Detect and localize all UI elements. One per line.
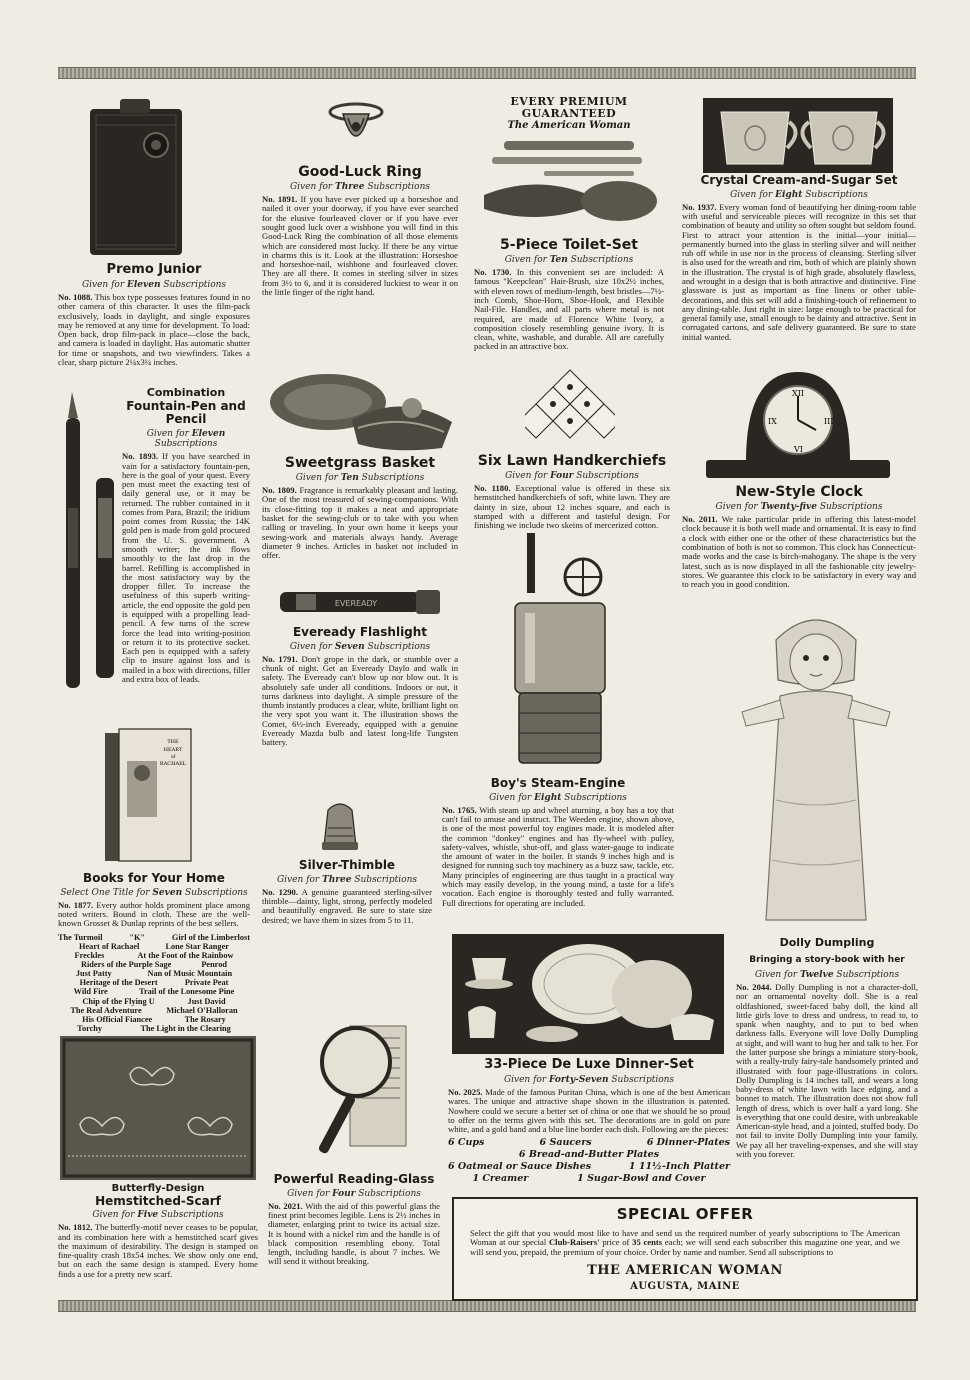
handkerchiefs-illustration <box>525 368 615 452</box>
doll-description: No. 2044. Dolly Dumpling is not a character-doll, nor an ornamental novelty doll. She is a real oldfashioned, sweet-faced baby doll, the kind all little girls love to dress and undress, to read to, to spank when naughty, and to put to bed when darkness falls. Everyone will love Dolly Dumpling at sight, and will want to hug her and talk to her. For the latter purpose she brings a miniature story-book, with a really-truly fairy-tale handsomely printed and illustrated with four page-illustrations in colors. Dolly Dumpling is 14 inches tall, and wears a long baby-dress of white lawn with lace edging, and a bonnet to match. The illustration does not show full length of dress, which is over half a yard long. She is everything that one could desire, with unbreakable American-style head, and a jointed, stuffed body. Do not fail to invite Dolly Dumpling into your family. We pay all her traveling-expenses, and she will stay with you forever. <box>736 981 918 1160</box>
reading-glass-description: No. 2021. With the aid of this powerful glass the finest print becomes legible. Lens is 2½ inches in diameter, enlarging print to twice its actual size. It is bound with a nickel rim and the handle is of black composition resembling ebony. Total length, including handle, is about 7 inches. We will send it without breaking. <box>268 1200 440 1267</box>
thimble-title: Silver-Thimble <box>298 858 396 872</box>
book-list-row <box>58 1024 250 1033</box>
books-title: Books for Your Home <box>83 871 225 885</box>
guarantee-line2: GUARANTEED <box>521 107 617 121</box>
fountain-pen-description: No. 1893. If you have searched in vain for a satisfactory fountain-pen, here is the goal of your quest. Every pen must meet the exacting test of daily general use, or it may be returned. The rubber contained in it comes from Para, Brazil; the iridium point comes from Russia; the 14K gold pen is made from gold procured from the U. S. government. A smooth writer; the ink flows smoothly to the last drop in the barrel. Refilling is accomplished in the most satisfactory way by the dropper filler. To increase the usefulness of this superb writing-article, the end opposite the gold pen is equipped with a propelling lead-pencil. A few turns of the screw force the lead into writing-position or return it to its protective socket. Each pen is equipped with a safety clip to insure against loss and is mailed in a box with directions, filler and extra box of leads. <box>122 451 250 684</box>
book-title: Private Peat <box>184 978 229 988</box>
scarf-description: No. 1812. The butterfly-motif never ceases to be popular, and its combination here with a hemstitched scarf gives the maximum of desirability. The design is stamped on fine-quality crash 18x54 inches. We show only one end, but on each the same design is stamped. Every home finds a use for a pretty new scarf. <box>58 1222 258 1279</box>
dinner-piece-row <box>448 1149 730 1161</box>
thimble-given: Given for Three Subscriptions <box>276 874 417 885</box>
handkerchiefs-title: Six Lawn Handkerchiefs <box>477 453 667 469</box>
toilet-set-description: No. 1730. In this convenient set are included: A famous "Keepclean" Hair-Brush, size 10x2½ inches, with eleven rows of medium-length, best bristles—7½-inch Comb, Shoe-Horn, Shoe-Hook, and Flexible Nail-File. Handles, and all parts where metal is not required, are made of Florence White Ivory, a composition closely resembling genuine ivory. It is clean, white, washable, and durable. All are carefully packed in an attractive box. <box>474 267 664 352</box>
dinner-piece: 6 Saucers <box>539 1137 592 1149</box>
sweetgrass-basket-description: No. 1809. Fragrance is remarkably pleasant and lasting. One of the most treasured of sewing-companions. With its close-fitting top it makes a neat and appropriate basket for the sewing-club or to take with you when calling or traveling. In your own home it keeps your sewing-work and materials always handy. Average diameter 9 inches. Articles in basket not included in offer. <box>262 485 459 561</box>
scarf-block <box>58 1183 258 1279</box>
dinner-set-title: 33-Piece De Luxe Dinner-Set <box>484 1057 694 1072</box>
steam-engine-given: Given for Eight Subscriptions <box>489 792 627 803</box>
scarf-given: Given for Five Subscriptions <box>92 1210 224 1221</box>
book-title: Chip of the Flying U <box>82 996 155 1006</box>
dinner-set-illustration <box>452 934 724 1054</box>
toilet-set-given: Given for Ten Subscriptions <box>504 255 634 266</box>
book-list-row <box>58 960 250 969</box>
ring-block <box>262 164 458 297</box>
dinner-set-given: Given for Forty-Seven Subscriptions <box>503 1074 675 1085</box>
flashlight-illustration <box>276 588 444 616</box>
book-list-row <box>58 951 250 960</box>
doll-illustration <box>736 600 896 930</box>
reading-glass-given: Given for Four Subscriptions <box>287 1188 421 1199</box>
flashlight-label: EVEREADY <box>334 599 378 608</box>
special-offer-text: Select the gift that you would most like to have and send us the required number of yearly subscriptions to The American Woman at our special Club-Raisers' price of 35 cents each; we will send each subscriber this magazine one year, and we will send you, prepaid, the premium of your choice. Order by name and number. Send all subscriptions to <box>470 1228 900 1257</box>
svg-text:VI: VI <box>794 445 803 454</box>
steam-engine-title: Boy's Steam-Engine <box>490 776 626 790</box>
special-offer-title: SPECIAL OFFER <box>616 1205 754 1223</box>
dinner-piece-row <box>448 1161 730 1173</box>
book-list-row <box>58 1006 250 1015</box>
dinner-set-pieces <box>448 1137 730 1185</box>
sweetgrass-basket-given: Given for Ten Subscriptions <box>295 473 425 484</box>
top-rule <box>58 67 916 79</box>
doll-title: Dolly Dumpling <box>779 936 875 949</box>
sweetgrass-basket-illustration <box>262 362 458 454</box>
books-given: Select One Title for Seven Subscriptions <box>60 887 248 898</box>
book-title: Riders of the Purple Sage <box>80 960 172 970</box>
guarantee-line3: The American Woman <box>507 120 631 132</box>
reading-glass-title: Powerful Reading-Glass <box>273 1172 435 1186</box>
scarf-illustration <box>60 1036 256 1180</box>
book-list-row <box>58 987 250 996</box>
dinner-piece: 6 Dinner-Plates <box>646 1137 730 1149</box>
dinner-piece: 6 Oatmeal or Sauce Dishes <box>448 1161 592 1173</box>
reading-glass-block <box>268 1173 440 1267</box>
book-title: "K" <box>129 932 146 942</box>
scarf-title-1: Butterfly-Design <box>111 1183 205 1194</box>
clock-given: Given for Twenty-five Subscriptions <box>715 502 883 513</box>
book-title: The Turmoil <box>58 932 103 942</box>
book-list-row <box>58 978 250 987</box>
camera-title: Premo Junior <box>106 262 202 277</box>
book-illustration <box>103 727 193 865</box>
book-title: Just David <box>187 996 226 1006</box>
publisher-name: THE AMERICAN WOMAN <box>587 1263 783 1279</box>
camera-block <box>58 263 250 367</box>
book-list-row <box>58 933 250 942</box>
book-title: At the Foot of the Rainbow <box>137 950 234 960</box>
book-title: Michael O'Halloran <box>166 1005 238 1015</box>
toilet-set-illustration <box>474 135 664 235</box>
steam-engine-description: No. 1765. With steam up and wheel aturning, a boy has a toy that can't fail to amuse and instruct. The Weeden engine, shown above, is one of the most powerful toy engines made. It is modeled after the common "donkey" engines and has fly-wheel with pulley, safety-valves, whistle, shut-off, and glass water-gauge to indicate the amount of water in the boiler. It stands 9 inches high and is designed for running such toy machinery as a buzz saw, tackle, etc. Many principles of engineering are thus taught in a practical way which may easily develop, in the young mind, a taste for a life's vocation. Each engine is thoroughly tested and fully warranted. Full directions for operating are included. <box>442 804 674 908</box>
dinner-piece-row <box>448 1173 730 1185</box>
svg-text:XII: XII <box>792 389 805 398</box>
book-cover-line-3: of <box>170 755 176 760</box>
svg-text:III: III <box>824 417 834 426</box>
book-title: Freckles <box>74 950 105 960</box>
flashlight-title: Eveready Flashlight <box>292 625 428 639</box>
book-list-row <box>58 942 250 951</box>
book-title: Girl of the Limberlost <box>171 932 250 942</box>
steam-engine-block <box>442 777 674 908</box>
fountain-pen-given: Given for Eleven Subscriptions <box>146 429 226 450</box>
crystal-set-block <box>682 174 916 342</box>
fountain-pen-block <box>122 387 250 684</box>
svg-text:IX: IX <box>768 417 777 426</box>
book-title: Torchy <box>77 1023 103 1033</box>
books-title-list <box>58 933 250 1033</box>
crystal-set-title: Crystal Cream-and-Sugar Set <box>700 173 898 187</box>
handkerchiefs-description: No. 1180. Exceptional value is offered in these six hemstitched handkerchiefs of soft, white lawn. They are dainty in size, about 12 inches square, and each is stamped with a different and tasteful design. For finishing we include two skeins of mercerized cotton. <box>474 483 670 531</box>
book-title: Heart of Rachael <box>79 941 140 951</box>
fountain-pen-title-2: Fountain-Pen and Pencil <box>126 398 246 427</box>
fountain-pen-illustration <box>58 388 120 694</box>
fountain-pen-title-1: Combination <box>146 386 226 399</box>
dinner-set-block <box>448 1058 730 1185</box>
dinner-piece-row <box>448 1137 730 1149</box>
book-title: Nan of Music Mountain <box>147 969 233 979</box>
book-title: Lone Star Ranger <box>165 941 229 951</box>
dinner-piece: 1 Sugar-Bowl and Cover <box>577 1172 706 1184</box>
handkerchiefs-block <box>474 453 670 531</box>
publisher-city: AUGUSTA, MAINE <box>630 1281 740 1293</box>
sweetgrass-basket-title: Sweetgrass Basket <box>284 455 436 471</box>
bottom-rule <box>58 1300 916 1312</box>
dinner-piece: 1 Creamer <box>472 1172 529 1184</box>
clock-block <box>682 484 916 589</box>
flashlight-block <box>262 626 458 748</box>
clock-illustration <box>706 362 890 480</box>
scarf-title-2: Hemstitched-Scarf <box>95 1193 221 1208</box>
dinner-set-description: No. 2025. Made of the famous Puritan China, which is one of the best American wares. The unique and attractive shape shown in the illustration is patented. Nowhere could we secure a better set of china or one that we should be so proud to offer on the terms given with this set. The decorations are in gold on pure white, and a gold band and a blue line border each dish. Following are the pieces: <box>448 1086 731 1135</box>
book-title: The Light in the Clearing <box>140 1023 231 1033</box>
thimble-block <box>262 859 432 925</box>
book-title: His Official Fiancee <box>82 1014 153 1024</box>
book-title: The Real Adventure <box>70 1005 142 1015</box>
ring-description: No. 1891. If you have ever picked up a horseshoe and nailed it over your doorway, if you have ever searched for the elusive fourleaved clover or if you have ever sought good luck over a wishbone you will find in this Good-Luck Ring the combination of all those elements which are considered most lucky. If there be any virtue in charms this is it. Look at the illustration: Horseshoe and horseshoe-nail, wishbone and fourleaved clover. They are all there. It comes in sterling silver in sizes from 3½ to 6, and it is considered luckiest to wear it on the little finger of the right hand. <box>262 194 458 297</box>
camera-given: Given for Eleven Subscriptions <box>81 279 227 290</box>
guarantee-line1: EVERY PREMIUM <box>510 95 628 108</box>
ring-illustration <box>325 96 387 158</box>
steam-engine-illustration <box>505 533 615 773</box>
clock-title: New-Style Clock <box>735 484 863 500</box>
guarantee-header <box>474 96 664 131</box>
flashlight-given: Given for Seven Subscriptions <box>289 641 431 652</box>
camera-illustration <box>76 95 194 261</box>
crystal-set-given: Given for Eight Subscriptions <box>730 189 868 200</box>
flashlight-description: No. 1791. Don't grope in the dark, or stumble over a chunk of night. Get an Eveready Daylo and walk in safety. The Eveready can't blow up nor blow out. It is absolutely safe under all conditions. Indoors or out, it turns darkness into daylight. A simple pressure of the thumb instantly produces a clear, white, brilliant light on the very spot you want it. The illustration shows the Comet, 6½-inch Eveready, equipped with a genuine Eveready Mazda bulb and latest long-life Tungsten battery. <box>262 653 459 748</box>
doll-given: Given for Twelve Subscriptions <box>754 969 900 980</box>
crystal-set-description: No. 1937. Every woman fond of beautifying her dining-room table with useful and serviceable pieces will recognize in this set that combination of beauty and utility so often sought but seldom found. First to attract your attention is the initial—your initial—permanently burned into the glass in sterling silver and will neither rub off while in use nor in the process of cleansing. Sterling silver is also used for the wreath and rim, both of which are plainly shown in the illustration. The crystal is of high grade, absolutely flawless, and wrought in a design that is both attractive and distinctive. Fine glassware is just as important as fine linens or other table-decorations, and this set will add a finishing-touch of refinement to any dining-table. Just right in size: large enough to be practical for general family use, small enough to be dainty and attractive. Sent in corrugated cartons, and safe delivery guaranteed. Be sure to state initial wanted. <box>682 201 917 342</box>
book-list-row <box>58 1015 250 1024</box>
book-list-row <box>58 969 250 978</box>
toilet-set-block <box>474 237 664 352</box>
reading-glass-illustration <box>296 1018 416 1168</box>
special-offer-box <box>452 1197 918 1301</box>
doll-block <box>736 937 918 1159</box>
thimble-illustration <box>314 798 366 852</box>
book-title: Just Patty <box>75 969 112 979</box>
camera-description: No. 1088. This box type possesses features found in no other camera of this character. It uses the film-pack exclusively, loads in daylight, and single exposures may be removed at any time for development. To load: Open back, drop film-pack in place—close the back, and camera is loaded in daylight. Has automatic shutter for time or snapshots, and two viewfinders. Takes a clear, sharp picture 2¼x3¼ inches. <box>58 291 250 367</box>
book-title: Heritage of the Desert <box>79 978 158 988</box>
books-block <box>58 872 250 1033</box>
book-title: Wild Fire <box>73 987 108 997</box>
sweetgrass-basket-block <box>262 455 458 560</box>
book-cover-line-2: HEART <box>163 747 183 753</box>
handkerchiefs-given: Given for Four Subscriptions <box>505 471 639 482</box>
books-description: No. 1877. Every author holds prominent place among noted writers. Bound in cloth. These are the well-known Grosset & Dunlap reprints of the best sellers. <box>58 899 250 929</box>
book-title: Trail of the Lonesome Pine <box>139 987 235 997</box>
ring-given: Given for Three Subscriptions <box>289 182 430 193</box>
book-title: Penrod <box>201 960 227 970</box>
toilet-set-title: 5-Piece Toilet-Set <box>500 237 638 253</box>
dinner-piece: 6 Cups <box>448 1137 485 1149</box>
book-cover-line-1: THE <box>167 739 179 745</box>
doll-subtitle: Bringing a story-book with her <box>749 954 905 965</box>
book-title: The Rosary <box>184 1014 226 1024</box>
dinner-piece: 1 11½-Inch Platter <box>628 1161 730 1173</box>
crystal-set-illustration <box>703 98 893 173</box>
book-list-row <box>58 997 250 1006</box>
dinner-piece: 6 Bread-and-Butter Plates <box>518 1149 660 1161</box>
thimble-description: No. 1290. A genuine guaranteed sterling-silver thimble—dainty, light, strong, perfectly modeled and beautifully engraved. Be sure to state size desired; we have them in sizes from 5 to 11. <box>262 886 432 925</box>
book-cover-line-4: RACHAEL <box>159 761 187 767</box>
ring-title: Good-Luck Ring <box>298 164 422 180</box>
clock-description: No. 2011. We take particular pride in offering this latest-model clock because it is both well made and ornamental. It is easy to find a clock with either one or the other of these characteristics but the combination of both is not so common. This clock has Connecticut-made works and the case is birch-mahogany. The shape is the very latest, such as is now displayed in all the fashionable city jewelry-stores. We guarantee this clock to be satisfactory in every way and to reach you in good condition. <box>682 514 916 590</box>
